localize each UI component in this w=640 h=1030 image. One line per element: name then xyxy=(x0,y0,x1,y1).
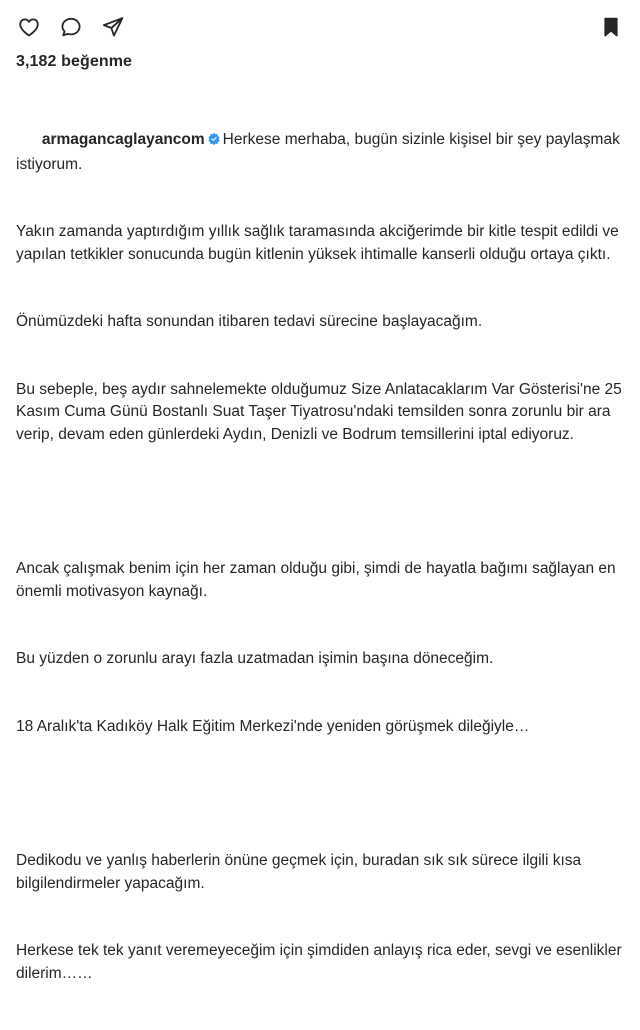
caption-spacer-1 xyxy=(16,491,624,513)
bookmark-icon[interactable] xyxy=(598,14,624,40)
comment-icon[interactable] xyxy=(58,14,84,40)
like-count: 3,182 beğenme xyxy=(16,53,133,70)
share-icon[interactable] xyxy=(100,14,126,40)
caption-line-3: Bu sebeple, beş aydır sahnelemekte olduğumuz Size Anlatacaklarım Var Gösterisi'ne 25 Kasım Cuma Günü Bostanlı Suat Taşer Tiyatrosu'ndaki temsilden sonra zorunlu bir ara verip, devam eden günlerdeki Aydın, Denizli ve Bodrum temsillerini iptal ediyoruz. xyxy=(16,380,627,443)
heart-icon[interactable] xyxy=(16,14,42,40)
caption-line-7: 18 Aralık'ta Kadıköy Halk Eğitim Merkezi'nde yeniden görüşmek dileğiyle… xyxy=(16,717,530,735)
caption-line-1: Yakın zamanda yaptırdığım yıllık sağlık taramasında akciğerimde bir kitle tespit edildi ve yapılan tetkikler sonucunda bugün kitlenin yüksek ihtimalle kanserli olduğu ortaya çıktı. xyxy=(16,223,624,263)
verified-badge-icon xyxy=(207,131,221,154)
caption-line-10: Herkese tek tek yanıt veremeyeceğim için şimdiden anlayış rica eder, sevgi ve esenlikler dilerim…… xyxy=(16,942,626,982)
post-action-bar xyxy=(16,0,624,50)
caption-line-0: Herkese merhaba, bugün sizinle kişisel bir şey paylaşmak istiyorum. xyxy=(16,131,625,173)
caption-line-2: Önümüzdeki hafta sonundan itibaren tedavi sürecine başlayacağım. xyxy=(16,313,483,330)
author-username[interactable]: armagancaglayancom xyxy=(41,131,205,148)
post-caption xyxy=(16,84,627,1030)
caption-spacer-2 xyxy=(16,783,624,805)
caption-line-9: Dedikodu ve yanlış haberlerin önüne geçmek için, buradan sık sık sürece ilgili kısa bilgilendirmeler yapacağım. xyxy=(16,852,586,892)
post-actions-right xyxy=(598,14,624,40)
post-actions-left xyxy=(16,14,126,40)
caption-line-6: Bu yüzden o zorunlu arayı fazla uzatmadan işimin başına döneceğim. xyxy=(16,650,494,667)
caption-line-5: Ancak çalışmak benim için her zaman olduğu gibi, şimdi de hayatla bağımı sağlayan en önemli motivasyon kaynağı. xyxy=(16,560,620,600)
